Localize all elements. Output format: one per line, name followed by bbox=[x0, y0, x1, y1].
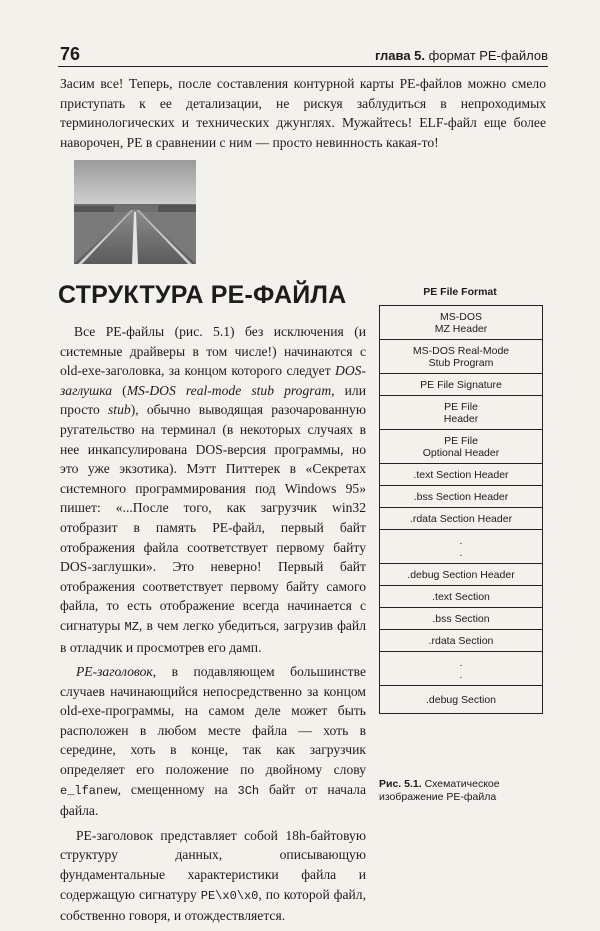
pe-structure-row bbox=[380, 508, 542, 530]
pe-structure-diagram bbox=[379, 305, 543, 714]
code-e-lfanew: e_lfanew bbox=[60, 783, 118, 798]
section-heading: СТРУКТУРА PE-ФАЙЛА bbox=[58, 281, 347, 309]
term-dos-stub: DOS-заглушка bbox=[60, 363, 366, 398]
figure-number: Рис. 5.1. bbox=[379, 778, 422, 790]
text-run: ( bbox=[112, 382, 127, 398]
text-run: , по которой файл, собственно говоря, и отождествляется. bbox=[60, 886, 366, 924]
code-3ch: 3Ch bbox=[237, 783, 260, 798]
pe-structure-row bbox=[380, 340, 542, 374]
pe-structure-row bbox=[380, 486, 542, 508]
pe-structure-row bbox=[380, 652, 542, 686]
term-ms-dos-stub: MS-DOS real-mode stub program bbox=[126, 382, 332, 398]
pe-structure-row-label: .bss Section bbox=[432, 612, 490, 625]
pe-structure-row bbox=[380, 686, 542, 714]
pe-structure-row bbox=[380, 464, 542, 486]
code-pe-signature: PE\x0\x0 bbox=[200, 888, 259, 903]
pe-structure-row-label: .debug Section bbox=[425, 693, 497, 706]
pe-structure-row bbox=[380, 564, 542, 586]
pe-structure-row-label: .bss Section Header bbox=[413, 490, 509, 503]
road-image bbox=[74, 160, 196, 264]
running-header bbox=[375, 48, 548, 63]
pe-structure-row-label: .debug Section Header bbox=[407, 568, 515, 581]
pe-structure-row bbox=[380, 396, 542, 430]
text-run: , смещенному на bbox=[117, 781, 238, 797]
pe-structure-row bbox=[380, 374, 542, 396]
chapter-label: глава 5. bbox=[374, 48, 426, 63]
header-rule bbox=[58, 66, 548, 67]
pe-structure-row-label: .rdata Section bbox=[428, 634, 494, 647]
pe-structure-row-label: .text Section Header bbox=[413, 468, 509, 481]
text-run: байт от начала файла. bbox=[60, 781, 366, 819]
body-paragraph-1 bbox=[60, 322, 366, 657]
figure-caption-text: Схематическое изображение PE-файла bbox=[379, 778, 500, 803]
code-mz: MZ bbox=[124, 619, 139, 634]
body-paragraph-2 bbox=[60, 662, 366, 821]
pe-structure-row-label: MS-DOS Real-Mode Stub Program bbox=[412, 344, 510, 369]
pe-structure-row bbox=[380, 586, 542, 608]
pe-structure-row bbox=[380, 630, 542, 652]
body-column bbox=[60, 322, 366, 931]
term-stub: stub bbox=[108, 402, 131, 418]
road-photo bbox=[74, 160, 196, 264]
page-number: 76 bbox=[60, 44, 81, 64]
pe-structure-row bbox=[380, 306, 542, 340]
figure-title: PE File Format bbox=[423, 286, 497, 298]
pe-structure-row bbox=[380, 608, 542, 630]
text-run: , или просто bbox=[60, 382, 366, 418]
pe-structure-row-label: . . bbox=[459, 534, 463, 559]
pe-structure-row-label: PE File Signature bbox=[420, 378, 502, 391]
pe-structure-row-label: PE File Optional Header bbox=[422, 434, 500, 459]
pe-structure-row bbox=[380, 530, 542, 564]
text-run: , в подавляющем большинстве случаев начинающийся непосредственно за концом old-exe-программы, на самом деле может быть расположен в любом месте файла — хоть в середине, хоть в конце, так как загрузчик определяет его положение по двойному слову bbox=[60, 664, 366, 778]
pe-structure-row-label: .text Section bbox=[432, 590, 490, 603]
text-run: Все PE-файлы (рис. 5.1) без исключения (и системные драйверы в том числе!) начинаются с old-exe-заголовка, за концом которого следует bbox=[60, 324, 366, 379]
text-run: PE-заголовок представляет собой 18h-байтовую структуру данных, описывающую фундаментальные характеристики файла и содержащую сигнатуру bbox=[60, 827, 366, 902]
pe-structure-row-label: . . bbox=[459, 656, 463, 681]
chapter-title: формат PE-файлов bbox=[428, 48, 548, 63]
pe-structure-row-label: .rdata Section Header bbox=[409, 512, 513, 525]
figure-caption bbox=[379, 778, 549, 803]
body-paragraph-3 bbox=[60, 826, 366, 926]
text-run: ), обычно выводящая разочарованную ругательство на терминал (в некоторых случаях в нее инкапсулирована DOS-версия программы, но это уже экзотика). Мэтт Питтерек в «Секретах системного программирования под Windows 95» пишет: «...После того, как загрузчик win32 отобразит в память PE-файл, первый байт отображения файла соответствует первому байту DOS-заглушки». Это неверно! Первый байт отображения соответствует первому байту самого файла, то есть отображение всегда начинается с сигнатуры bbox=[60, 402, 366, 633]
pe-structure-row-label: PE File Header bbox=[443, 400, 479, 425]
term-pe-header: PE-заголовок bbox=[76, 664, 153, 680]
intro-paragraph: Засим все! Теперь, после составления контурной карты PE-файлов можно смело приступать к ее детализации, не рискуя заблудиться в непроходимых терминологических и технических джунглях. Мужайтесь! ELF-файл еще более наворочен, PE в сравнении с ним — просто невинность какая-то! bbox=[60, 76, 546, 150]
pe-structure-row-label: MS-DOS MZ Header bbox=[434, 310, 488, 335]
pe-structure-row bbox=[380, 430, 542, 464]
text-run: , в чем легко убедиться, загрузив файл в отладчик и просмотрев его дамп. bbox=[60, 617, 366, 655]
